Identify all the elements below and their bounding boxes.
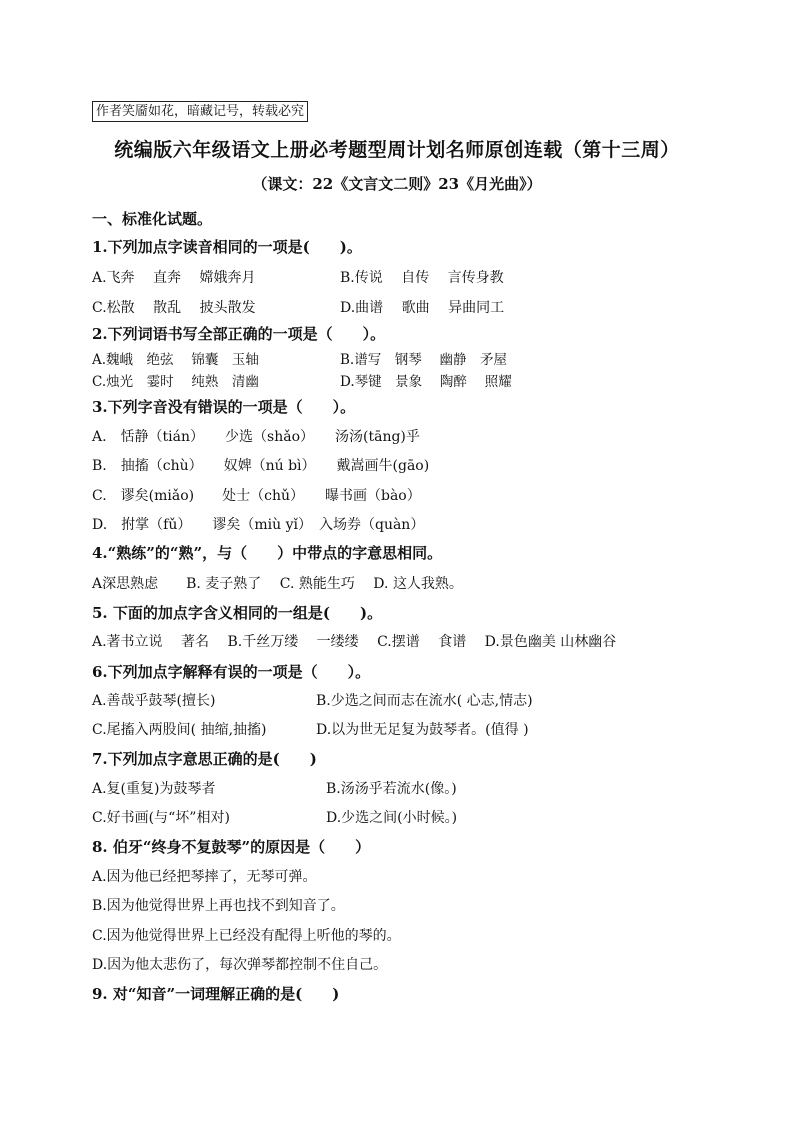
question-7-option-c: C.好书画(与“坏”相对) [92,810,230,826]
question-6-stem: 6.下列加点字解释有误的一项是（ ）。 [92,663,371,681]
question-1-option-a: A.飞奔 直奔 嫦娥奔月 [92,270,256,286]
question-1-option-b: B.传说 自传 言传身教 [340,270,504,286]
question-8-option-d: D.因为他太悲伤了，每次弹琴都控制不住自己。 [92,957,388,973]
question-2-option-b: B.谱写 钢琴 幽静 矛屋 [340,352,508,368]
question-3-option-a: A. 恬静（tián） 少选（shǎo） 汤汤(tāng)乎 [92,429,420,445]
question-5-stem: 5. 下面的加点字含义相同的一组是( )。 [92,604,383,622]
question-1-stem: 1.下列加点字读音相同的一项是( )。 [92,238,362,256]
question-9-stem: 9. 对“知音”一词理解正确的是( ) [92,985,340,1003]
question-6-option-c: C.尾搐入两股间( 抽缩,抽搐) [92,722,267,738]
question-3-stem: 3.下列字音没有错误的一项是（ ）。 [92,398,356,416]
question-4-stem: 4.“熟练”的“熟”，与（ ）中带点的字意思相同。 [92,544,443,562]
question-2-option-a: A.魏峨 绝弦 锦囊 玉轴 [92,352,259,368]
question-8-option-a: A.因为他已经把琴摔了，无琴可弹。 [92,869,317,885]
question-7-option-a: A.复(重复)为鼓琴者 [92,781,216,797]
question-7-option-b: B.汤汤乎若流水(像。) [326,781,457,797]
copyright-notice-box: 作者笑靥如花，暗藏记号，转载必究 [92,101,308,122]
page-subtitle: （课文：22《文言文二则》23《月光曲》） [252,175,542,193]
question-8-option-b: B.因为他觉得世界上再也找不到知音了。 [92,898,345,914]
question-3-option-b: B. 抽搐（chù） 奴婢（nú bì） 戴嵩画牛(gāo) [92,458,430,474]
question-1-option-d: D.曲谱 歌曲 异曲同工 [340,300,505,316]
question-8-stem: 8. 伯牙“终身不复鼓琴”的原因是（ ） [92,838,371,856]
question-5-options: A.著书立说 著名 B.千丝万缕 一缕缕 C.摆谱 食谱 D.景色幽美 山林幽谷 [92,634,617,650]
question-6-option-a: A.善哉乎鼓琴(擅长) [92,693,216,709]
question-4-options: A深思熟虑 B. 麦子熟了 C. 熟能生巧 D. 这人我熟。 [92,576,463,592]
question-7-option-d: D.少选之间(小时候。) [326,810,458,826]
question-3-option-c: C. 谬矣(miǎo) 处士（chǔ） 曝书画（bào） [92,488,421,504]
question-8-option-c: C.因为他觉得世界上已经没有配得上听他的琴的。 [92,928,401,944]
question-7-stem: 7.下列加点字意思正确的是( ) [92,750,317,768]
section-heading: 一、标准化试题。 [92,210,213,228]
question-2-stem: 2.下列词语书写全部正确的一项是（ ）。 [92,325,386,343]
question-2-option-d: D.琴键 景象 陶醉 照耀 [340,374,512,390]
page-title: 统编版六年级语文上册必考题型周计划名师原创连载（第十三周） [114,139,680,161]
question-1-option-c: C.松散 散乱 披头散发 [92,300,256,316]
question-6-option-d: D.以为世无足复为鼓琴者。(值得 ) [316,722,529,738]
question-2-option-c: C.烛光 霎时 纯熟 清幽 [92,374,259,390]
question-6-option-b: B.少选之间而志在流水( 心志,情志) [316,693,533,709]
question-3-option-d: D. 拊掌（fǔ） 谬矣（miù yǐ） 入场券（quàn） [92,517,425,533]
